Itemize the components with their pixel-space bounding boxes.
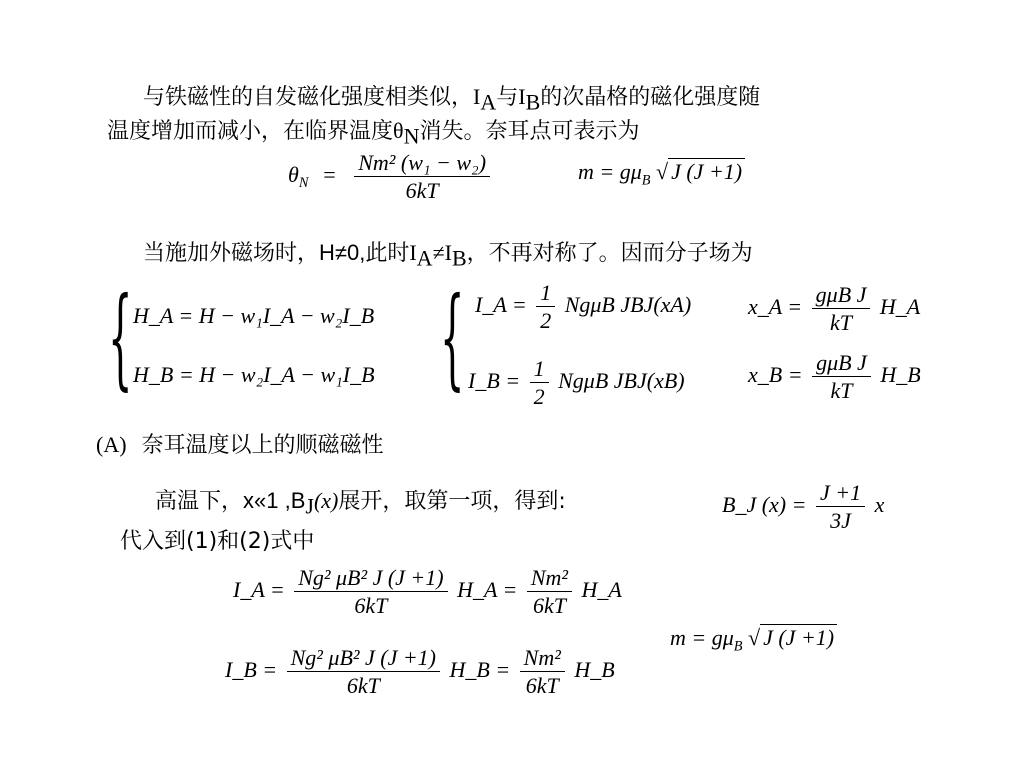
sqrt-sign: √ J (J +1) <box>656 158 745 185</box>
sqrt-sign: √ J (J +1) <box>748 624 837 651</box>
magnetization-equation-a: I_A = $\frac{1}{2}$ NgμB JBJ(xA) <box>475 280 692 334</box>
x-a-definition: x_A = $\frac{\text{gμB J}}{kT}$ H_A <box>748 282 921 336</box>
neel-temperature-equation: $\theta_N$ = $\frac{\text{Nm² (w₁ − w₂)}}{6kT}$ <box>288 150 494 204</box>
field-equation-a: H_A = H − w₁I_A − w₂I_B <box>133 303 375 328</box>
moment-equation-top: $m = g\mu_B$ √ J (J +1) <box>578 158 745 189</box>
neel-fraction: $\frac{\text{Nm² (w₁ − w₂)}}{6kT}$ <box>354 150 490 204</box>
left-brace-2: { <box>440 273 465 401</box>
paragraph-2: 当施加外磁场时，H≠0,此时$I_A\ne I_B$，不再对称了。因而分子场为 <box>143 240 753 271</box>
section-a-heading: (A) 奈耳温度以上的顺磁磁性 <box>96 432 384 458</box>
ia-high-temp-equation: I_A = $\frac{\text{Ng² μB² J (J +1)}}{6kT}$ H_A = $\frac{\text{Nm²}}{6kT}$ H_A <box>233 565 622 619</box>
paragraph-3-line-2: 代入到(1)和(2)式中 <box>120 529 315 554</box>
ib-high-temp-equation: I_B = $\frac{\text{Ng² μB² J (J +1)}}{6kT}$ H_B = $\frac{\text{Nm²}}{6kT}$ H_B <box>225 645 615 699</box>
magnetization-equation-b: I_B = $\frac{1}{2}$ NgμB JBJ(xB) <box>468 356 685 410</box>
moment-equation-bottom: $m = g\mu_B$ √ J (J +1) <box>670 624 837 655</box>
paragraph-3-line-1: 高温下，x«1 $,B_J(x)$展开，取第一项，得到: <box>155 488 566 519</box>
x-b-definition: x_B = $\frac{\text{gμB J}}{kT}$ H_B <box>748 350 921 404</box>
paragraph-1-line-2: 温度增加而减小，在临界温度$\theta_N$消失。奈耳点可表示为 <box>107 118 640 149</box>
field-equation-b: H_B = H − w₂I_A − w₁I_B <box>133 362 375 387</box>
paragraph-1-line-1: 与铁磁性的自发磁化强度相类似，$I_A$与$I_B$的次晶格的磁化强度随 <box>143 84 761 115</box>
brillouin-expansion: B_J (x) = $\frac{J +1}{3J}$ x <box>722 480 885 534</box>
left-brace-1: { <box>108 273 133 401</box>
